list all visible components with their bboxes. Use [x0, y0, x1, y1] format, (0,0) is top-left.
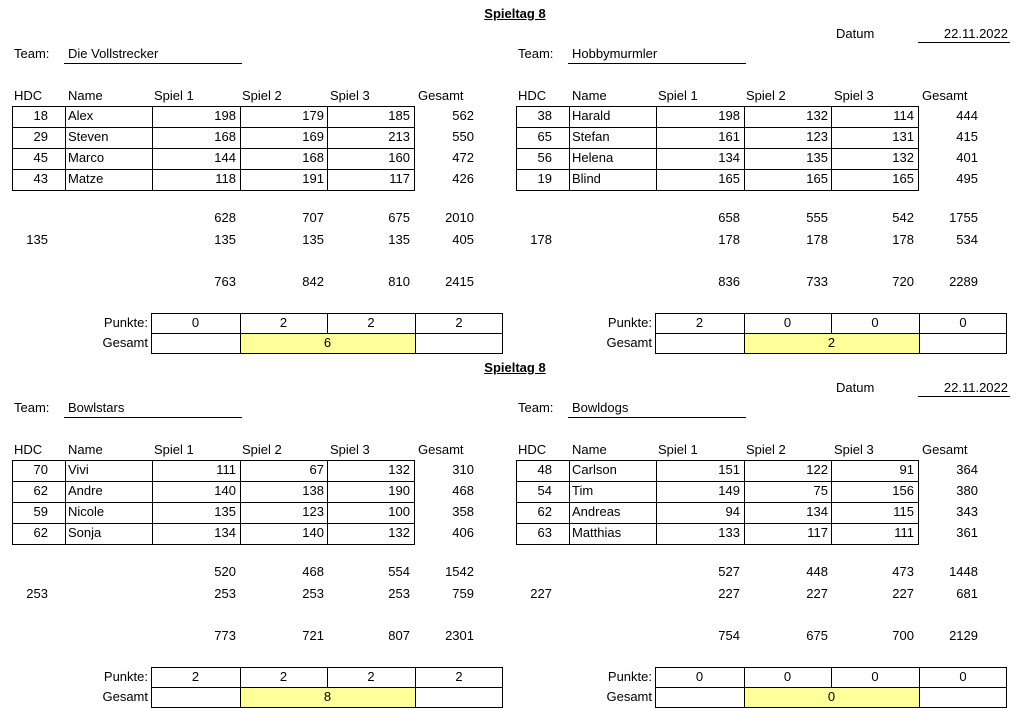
player-game-2: 135	[806, 150, 828, 165]
hdc-row-game-3: 135	[388, 232, 410, 247]
points-cell: 2	[191, 669, 200, 684]
team-hdc-total: 178	[530, 232, 552, 247]
player-total: 401	[956, 150, 978, 165]
player-name: Harald	[572, 108, 611, 123]
player-game-3: 165	[892, 171, 914, 186]
overall-col-line	[415, 333, 416, 353]
player-game-2: 122	[806, 462, 828, 477]
header-gesamt: Gesamt	[418, 88, 464, 103]
final-game-1: 763	[214, 274, 236, 289]
team-name: Hobbymurmler	[572, 46, 658, 61]
points-cell: 2	[455, 669, 463, 684]
points-label: Punkte:	[103, 669, 148, 684]
date-underline	[918, 42, 1010, 43]
player-total: 444	[956, 108, 978, 123]
player-total: 426	[452, 171, 474, 186]
player-game-1: 135	[214, 504, 236, 519]
final-game-3: 810	[388, 274, 410, 289]
player-hdc: 65	[537, 129, 552, 144]
overall-col-line	[919, 333, 920, 353]
player-hdc: 70	[33, 462, 48, 477]
player-game-3: 91	[899, 462, 914, 477]
final-game-3: 807	[388, 628, 410, 643]
sum-game-2: 555	[806, 210, 828, 225]
player-table-row-line	[12, 481, 415, 482]
points-cell: 2	[695, 315, 704, 330]
hdc-row-game-1: 135	[214, 232, 236, 247]
points-row-line	[151, 333, 503, 334]
player-game-3: 190	[388, 483, 410, 498]
header-spiel2: Spiel 2	[746, 442, 786, 457]
header-spiel3: Spiel 3	[834, 442, 874, 457]
team-name: Die Vollstrecker	[68, 46, 159, 61]
team-name: Bowlstars	[68, 400, 125, 415]
overall-points: 0	[827, 689, 836, 704]
header-hdc: HDC	[14, 442, 43, 457]
final-total: 2289	[949, 274, 978, 289]
player-name: Stefan	[572, 129, 610, 144]
overall-label: Gesamt	[606, 335, 652, 350]
sum-total: 1542	[445, 564, 474, 579]
player-hdc: 43	[33, 171, 48, 186]
sum-game-1: 527	[718, 564, 740, 579]
player-name: Matze	[68, 171, 104, 186]
header-name: Name	[68, 442, 103, 457]
points-cell: 2	[367, 669, 375, 684]
header-spiel1: Spiel 1	[658, 442, 698, 457]
player-game-2: 191	[302, 171, 324, 186]
date-label: Datum	[836, 380, 875, 395]
hdc-row-game-3: 253	[388, 586, 410, 601]
hdc-row-total: 534	[956, 232, 978, 247]
player-game-1: 161	[718, 129, 740, 144]
sum-game-2: 448	[806, 564, 828, 579]
player-name: Nicole	[68, 504, 105, 519]
overall-points: 8	[323, 689, 332, 704]
team-hdc-total: 135	[26, 232, 48, 247]
team-name: Bowldogs	[572, 400, 629, 415]
player-hdc: 54	[537, 483, 552, 498]
player-hdc: 62	[33, 525, 48, 540]
player-game-2: 123	[302, 504, 324, 519]
hdc-row-game-1: 253	[214, 586, 236, 601]
player-game-2: 117	[807, 525, 828, 540]
player-hdc: 45	[33, 150, 48, 165]
player-game-3: 131	[892, 129, 914, 144]
player-game-2: 165	[806, 171, 828, 186]
header-name: Name	[572, 88, 607, 103]
points-cell: 2	[455, 315, 463, 330]
player-game-2: 168	[302, 150, 324, 165]
player-game-2: 67	[309, 462, 324, 477]
matchday-title: Spieltag 8	[484, 360, 546, 375]
hdc-row-game-1: 227	[718, 586, 740, 601]
player-table-row-line	[12, 148, 415, 149]
final-total: 2129	[949, 628, 978, 643]
points-cell: 0	[783, 669, 792, 684]
player-game-1: 134	[214, 525, 236, 540]
final-game-2: 721	[302, 628, 324, 643]
matchday-title: Spieltag 8	[484, 6, 546, 21]
sum-total: 1755	[949, 210, 978, 225]
player-name: Marco	[68, 150, 105, 165]
player-name: Steven	[68, 129, 109, 144]
player-total: 472	[452, 150, 474, 165]
header-spiel2: Spiel 2	[242, 442, 282, 457]
player-game-2: 169	[302, 129, 324, 144]
player-total: 380	[956, 483, 978, 498]
final-game-1: 754	[718, 628, 740, 643]
player-table-row-line	[12, 127, 415, 128]
overall-col-line	[919, 687, 920, 707]
player-total: 468	[452, 483, 474, 498]
header-hdc: HDC	[518, 88, 547, 103]
player-name: Alex	[68, 108, 94, 123]
player-total: 343	[956, 504, 978, 519]
overall-points: 6	[323, 335, 332, 350]
final-game-2: 675	[806, 628, 828, 643]
header-spiel1: Spiel 1	[154, 442, 194, 457]
hdc-row-game-3: 227	[892, 586, 914, 601]
player-game-1: 111	[216, 462, 236, 477]
header-spiel2: Spiel 2	[746, 88, 786, 103]
points-cell: 0	[695, 669, 704, 684]
player-name: Helena	[572, 150, 614, 165]
player-name: Matthias	[572, 525, 622, 540]
header-name: Name	[572, 442, 607, 457]
overall-label: Gesamt	[102, 689, 148, 704]
player-game-3: 132	[388, 462, 410, 477]
player-game-3: 114	[893, 108, 914, 123]
player-hdc: 62	[33, 483, 48, 498]
player-table-row-line	[516, 481, 919, 482]
player-total: 364	[956, 462, 978, 477]
points-cell: 0	[191, 315, 200, 330]
player-table-row-line	[12, 169, 415, 170]
player-total: 310	[452, 462, 474, 477]
points-label: Punkte:	[607, 669, 652, 684]
sum-game-1: 628	[214, 210, 236, 225]
player-name: Carlson	[572, 462, 617, 477]
header-gesamt: Gesamt	[922, 442, 968, 457]
player-hdc: 63	[537, 525, 552, 540]
player-game-3: 160	[388, 150, 410, 165]
sum-game-3: 554	[388, 564, 410, 579]
player-hdc: 19	[537, 171, 552, 186]
sum-game-3: 675	[388, 210, 410, 225]
hdc-row-total: 759	[452, 586, 474, 601]
player-name: Andreas	[572, 504, 621, 519]
player-game-2: 123	[806, 129, 828, 144]
player-game-2: 132	[806, 108, 828, 123]
final-game-3: 720	[892, 274, 914, 289]
player-game-3: 213	[388, 129, 410, 144]
player-total: 495	[956, 171, 978, 186]
player-total: 361	[956, 525, 978, 540]
team-name-underline	[64, 417, 242, 418]
final-total: 2415	[445, 274, 474, 289]
team-name-underline	[568, 417, 746, 418]
date-value: 22.11.2022	[943, 380, 1008, 395]
player-name: Tim	[572, 483, 594, 498]
header-spiel1: Spiel 1	[658, 88, 698, 103]
points-cell: 2	[279, 669, 288, 684]
final-game-1: 773	[214, 628, 236, 643]
player-table-row-line	[516, 127, 919, 128]
header-spiel3: Spiel 3	[330, 442, 370, 457]
player-game-2: 140	[302, 525, 324, 540]
hdc-row-game-2: 253	[302, 586, 324, 601]
player-hdc: 59	[33, 504, 48, 519]
team-name-underline	[64, 63, 242, 64]
header-gesamt: Gesamt	[418, 442, 464, 457]
points-label: Punkte:	[103, 315, 148, 330]
points-row-line	[151, 687, 503, 688]
points-row-line	[655, 333, 1007, 334]
header-gesamt: Gesamt	[922, 88, 968, 103]
points-cell: 0	[783, 315, 792, 330]
header-spiel1: Spiel 1	[154, 88, 194, 103]
overall-label: Gesamt	[102, 335, 148, 350]
hdc-row-game-2: 227	[806, 586, 828, 601]
player-game-2: 75	[813, 483, 828, 498]
player-game-3: 156	[892, 483, 914, 498]
header-spiel3: Spiel 3	[834, 88, 874, 103]
player-total: 550	[452, 129, 474, 144]
player-game-1: 133	[718, 525, 740, 540]
player-total: 406	[452, 525, 474, 540]
player-hdc: 62	[537, 504, 552, 519]
player-name: Andre	[68, 483, 103, 498]
player-hdc: 29	[33, 129, 48, 144]
points-cell: 0	[871, 669, 879, 684]
team-label: Team:	[14, 400, 50, 415]
player-name: Sonja	[68, 525, 102, 540]
player-game-3: 117	[389, 171, 410, 186]
player-total: 562	[452, 108, 474, 123]
player-game-1: 151	[718, 462, 740, 477]
player-name: Vivi	[68, 462, 89, 477]
final-game-1: 836	[718, 274, 740, 289]
header-hdc: HDC	[14, 88, 43, 103]
player-game-2: 179	[302, 108, 324, 123]
team-hdc-total: 227	[530, 586, 552, 601]
date-value: 22.11.2022	[943, 26, 1008, 41]
player-game-3: 132	[892, 150, 914, 165]
final-game-3: 700	[892, 628, 914, 643]
points-cell: 0	[871, 315, 879, 330]
sum-game-1: 520	[214, 564, 236, 579]
header-hdc: HDC	[518, 442, 547, 457]
player-hdc: 38	[537, 108, 552, 123]
player-game-1: 168	[214, 129, 236, 144]
header-name: Name	[68, 88, 103, 103]
player-table-row-line	[516, 523, 919, 524]
player-hdc: 48	[537, 462, 552, 477]
player-game-1: 94	[725, 504, 740, 519]
points-label: Punkte:	[607, 315, 652, 330]
points-cell: 2	[367, 315, 375, 330]
player-game-1: 144	[214, 150, 236, 165]
points-cell: 2	[279, 315, 288, 330]
player-game-3: 100	[388, 504, 410, 519]
hdc-row-game-2: 178	[806, 232, 828, 247]
player-name: Blind	[572, 171, 601, 186]
player-game-3: 185	[388, 108, 410, 123]
player-game-1: 198	[718, 108, 740, 123]
overall-points: 2	[827, 335, 836, 350]
player-game-1: 118	[215, 171, 236, 186]
team-label: Team:	[518, 400, 554, 415]
sum-game-2: 468	[302, 564, 324, 579]
player-game-3: 111	[894, 525, 914, 540]
player-total: 415	[956, 129, 978, 144]
sum-total: 2010	[445, 210, 474, 225]
overall-col-line	[415, 687, 416, 707]
overall-label: Gesamt	[606, 689, 652, 704]
player-game-1: 140	[214, 483, 236, 498]
sum-game-3: 542	[892, 210, 914, 225]
player-table-row-line	[516, 148, 919, 149]
player-game-3: 115	[893, 504, 914, 519]
player-table-row-line	[12, 523, 415, 524]
hdc-row-game-3: 178	[892, 232, 914, 247]
team-hdc-total: 253	[26, 586, 48, 601]
player-table-row-line	[12, 502, 415, 503]
points-cell: 0	[959, 315, 967, 330]
points-cell: 0	[959, 669, 967, 684]
player-game-2: 138	[302, 483, 324, 498]
team-name-underline	[568, 63, 746, 64]
player-hdc: 56	[537, 150, 552, 165]
sum-game-3: 473	[892, 564, 914, 579]
player-game-1: 134	[718, 150, 740, 165]
team-label: Team:	[518, 46, 554, 61]
hdc-row-game-2: 135	[302, 232, 324, 247]
sum-game-2: 707	[302, 210, 324, 225]
sum-total: 1448	[949, 564, 978, 579]
hdc-row-game-1: 178	[718, 232, 740, 247]
player-game-3: 132	[388, 525, 410, 540]
final-game-2: 842	[302, 274, 324, 289]
player-table-row-line	[516, 169, 919, 170]
player-game-2: 134	[806, 504, 828, 519]
hdc-row-total: 405	[452, 232, 474, 247]
player-game-1: 165	[718, 171, 740, 186]
player-table-row-line	[516, 502, 919, 503]
header-spiel3: Spiel 3	[330, 88, 370, 103]
header-spiel2: Spiel 2	[242, 88, 282, 103]
player-hdc: 18	[33, 108, 48, 123]
player-game-1: 198	[214, 108, 236, 123]
date-label: Datum	[836, 26, 875, 41]
date-underline	[918, 396, 1010, 397]
player-total: 358	[452, 504, 474, 519]
sum-game-1: 658	[718, 210, 740, 225]
player-game-1: 149	[718, 483, 740, 498]
final-game-2: 733	[806, 274, 828, 289]
points-row-line	[655, 687, 1007, 688]
team-label: Team:	[14, 46, 50, 61]
hdc-row-total: 681	[956, 586, 978, 601]
final-total: 2301	[445, 628, 474, 643]
